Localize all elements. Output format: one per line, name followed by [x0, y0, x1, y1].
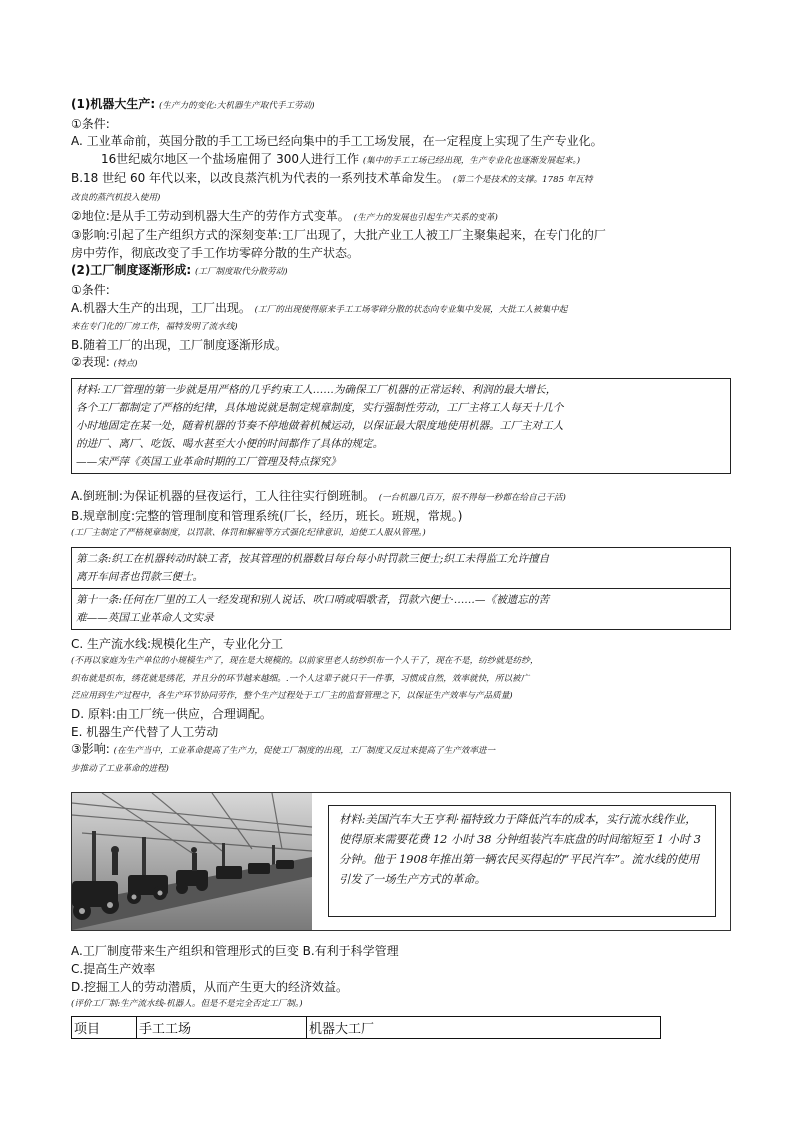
material1-line: 小时地固定在某一处，随着机器的节奏不停地做着机械运动，以保证最大限度地使用机器。工厂主对工人 — [76, 419, 564, 432]
option-c: C.提高生产效率 — [71, 962, 156, 977]
shift-text: A.倒班制:为保证机器的昼夜运行，工人往往实行倒班制。 — [71, 488, 375, 503]
salt-mine-text: 16世纪威尔地区一个盐场雇佣了 300人进行工作 — [101, 151, 359, 166]
ford-figure — [71, 792, 731, 931]
shift-system — [71, 488, 731, 508]
effect-label: ③影响: — [71, 742, 110, 757]
material2-line: 难——英国工业革命人文实录 — [76, 611, 214, 624]
raw-material: D. 原料:由工厂统一供应，合理调配。 — [71, 707, 272, 722]
material2-line: 第二条:织工在机器转动时缺工者，按其管理的机器数目每台每小时罚款三便士;织工未得监工允许擅自 — [76, 552, 550, 565]
assembly-line: C. 生产流水线:规模化生产，专业化分工 — [71, 636, 284, 651]
material-box-2 — [71, 547, 731, 630]
steam-engine-note: (第二个是技术的支撑。1785 年瓦特 — [452, 175, 593, 186]
section1-title: (1)机器大生产: — [71, 97, 156, 111]
option-d: D.挖掘工人的劳动潜质，从而产生更大的经济效益。 — [71, 979, 349, 994]
material2-divider — [72, 588, 730, 589]
section2-show — [71, 354, 731, 374]
position-text: ②地位:是从手工劳动到机器大生产的劳作方式变革。 — [71, 208, 350, 223]
material1-line: 材料:工厂管理的第一步就是用严格的几乎约束工人……为确保工厂机器的正常运转、利润的最大增长， — [76, 383, 557, 396]
material-box-1 — [71, 378, 731, 474]
section2-heading — [71, 262, 731, 282]
effect-note: (在生产当中，工业革命提高了生产力，促使工厂制度的出现，工厂制度又反过来提高了生产效率进一 — [113, 746, 496, 757]
factory-appear-note: (工厂的出现使得原来手工工场零碎分散的状态向专业集中发展，大批工人被集中起 — [254, 304, 568, 315]
steam-engine-text: B.18 世纪 60 年代以来，以改良蒸汽机为代表的一系列技术革命发生。 — [71, 171, 450, 186]
factory-appear-note-2: 来在专门化的厂房工作，福特发明了流水线) — [71, 322, 238, 333]
position-note: (生产力的发展也引起生产关系的变革) — [353, 212, 498, 223]
evaluation-note: (评价工厂制:生产流水线-机器人。但是不是完全否定工厂制。) — [71, 999, 303, 1010]
factory-appear-text: A.机器大生产的出现，工厂出现。 — [71, 300, 251, 315]
salt-mine-note: (集中的手工工场已经出现，生产专业化也逐渐发展起来。) — [362, 155, 581, 166]
effect-note-2: 步推动了工业革命的进程) — [71, 763, 169, 774]
show-note: (特点) — [113, 359, 138, 370]
comparison-table — [71, 1016, 661, 1039]
section1-condition-b — [71, 170, 731, 190]
section1-title-note: (生产力的变化:大机器生产取代手工劳动) — [158, 101, 315, 111]
section2-condition-a — [71, 300, 731, 320]
material1-line: 的进厂、离厂、吃饭、喝水甚至大小便的时间都作了具体的规定。 — [76, 437, 384, 450]
section2-title-note: (工厂制度取代分散劳动) — [194, 267, 288, 278]
section1-heading — [71, 96, 731, 116]
assembly-line-note: 泛应用到生产过程中，各生产环节协同劳作，整个生产过程处于工厂主的监督管理之下，以保证生产效率与产品质量) — [71, 691, 513, 702]
material1-line: 各个工厂都制定了严格的纪律，具体地说就是制定规章制度，实行强制性劳动，工厂主将工人每天十几个 — [76, 401, 564, 414]
section1-condition-a-example — [71, 151, 731, 171]
rules-note: (工厂主制定了严格规章制度，以罚款、体罚和解雇等方式强化纪律意识，迫使工人服从管理。) — [71, 528, 426, 539]
section2-title: (2)工厂制度逐渐形成: — [71, 263, 192, 278]
steam-engine-note-2: 改良的蒸汽机投入使用) — [71, 192, 161, 203]
rules-system: B.规章制度:完整的管理制度和管理系统(厂长，经历，班长。班规，常规。) — [71, 508, 463, 523]
assembly-line-note: 织布就是织布，绣花就是绣花，并且分的环节越来越细。.一个人这辈子就只干一件事，习惯成自然，效率就快，所以被广 — [71, 673, 530, 684]
shift-note: (一台机器几百万，很不得每一秒都在给自己干活) — [378, 492, 566, 503]
table-header-factory: 机器大工厂 — [307, 1016, 661, 1038]
machine-replace: E. 机器生产代替了人工劳动 — [71, 724, 219, 739]
section1-position — [71, 208, 731, 228]
assembly-line-note: (不再以家庭为生产单位的小规模生产了，现在是大规模的。以前家里老人纺纱织布一个人干了，现在不是，纺纱就是纺纱， — [71, 656, 539, 667]
material2-line: 离开车间者也罚款三便士。 — [76, 570, 204, 583]
show-label: ②表现: — [71, 355, 110, 370]
table-row — [72, 1016, 661, 1038]
assembly-line-photo — [72, 793, 312, 930]
document-page — [71, 96, 731, 1039]
section2-effect — [71, 741, 731, 761]
option-ab: A.工厂制度带来生产组织和管理形式的巨变 B.有利于科学管理 — [71, 944, 399, 959]
table-header-item: 项目 — [72, 1016, 137, 1038]
factory-photo-icon — [72, 793, 312, 930]
material1-source: ——宋严萍《英国工业革命时期的工厂管理及特点探究》 — [76, 455, 341, 468]
section1-condition-a: A. 工业革命前，英国分散的手工工场已经向集中的手工工场发展，在一定程度上实现了生产专业化。 — [71, 134, 603, 149]
material2-line: 第十一条:任何在厂里的工人一经发现和别人说话、吹口哨或唱歌者，罚款六便士·……—《被遗忘的苦 — [76, 593, 550, 606]
section2-condition-b: B.随着工厂的出现，工厂制度逐渐形成。 — [71, 337, 288, 352]
section1-effect-2: 房中劳作，彻底改变了手工作坊零碎分散的生产状态。 — [71, 245, 360, 260]
ford-material-box: 材料:美国汽车大王亨利·福特致力于降低汽车的成本，实行流水线作业，使得原来需要花费 12 小时 38 分钟组装汽车底盘的时间缩短至 1 小时 3 分钟。他于 1908年推出第一辆农民买得起的“平民汽车”。流水线的使用引发了一场生产方式的革命。 — [328, 805, 716, 917]
table-header-workshop: 手工工场 — [137, 1016, 307, 1038]
section1-condition-label: ①条件: — [71, 116, 110, 131]
section2-condition-label: ①条件: — [71, 282, 110, 297]
section1-effect: ③影响:引起了生产组织方式的深刻变革:工厂出现了，大批产业工人被工厂主聚集起来，在专门化的厂 — [71, 228, 606, 243]
